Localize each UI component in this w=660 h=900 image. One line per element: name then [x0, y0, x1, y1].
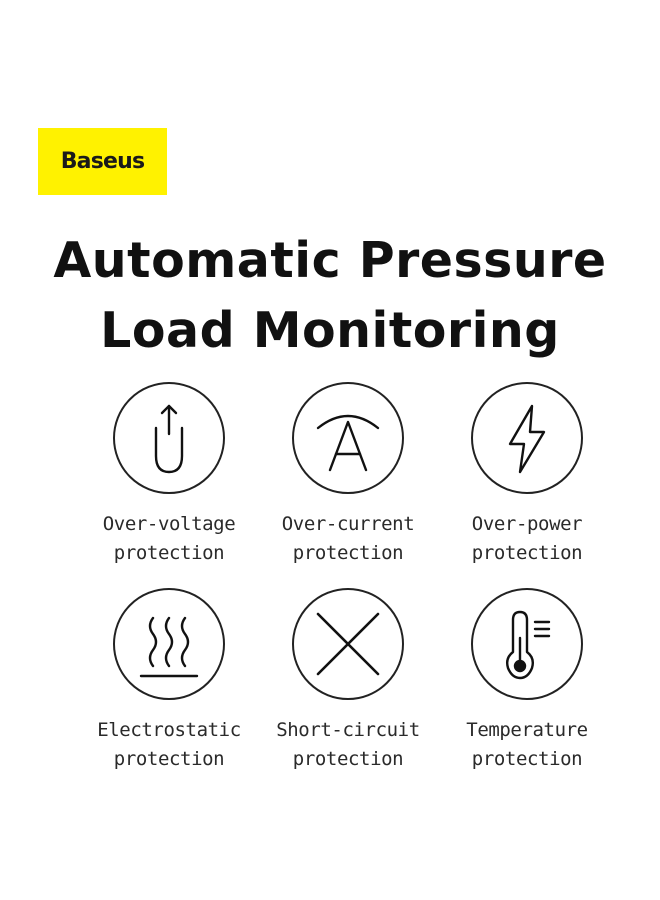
- feature-over-voltage: [69, 382, 269, 568]
- feature-caption: [69, 510, 269, 568]
- icon-circle: [471, 382, 583, 494]
- caption-line-2: protection: [113, 542, 225, 564]
- caption-line-1: Short-circuit: [276, 719, 420, 741]
- lightning-bolt-icon: [492, 398, 562, 478]
- caption-line-1: Over-voltage: [102, 513, 236, 535]
- caption-line-2: protection: [292, 748, 404, 770]
- icon-circle: [113, 588, 225, 700]
- caption-line-2: protection: [471, 542, 583, 564]
- icon-circle: [113, 382, 225, 494]
- icon-circle: [292, 382, 404, 494]
- caption-line-2: protection: [292, 542, 404, 564]
- feature-electrostatic: [69, 588, 269, 774]
- page-title: [0, 226, 660, 366]
- heat-waves-icon: [129, 604, 209, 684]
- thermometer-icon: [487, 604, 567, 684]
- hand-pointer-up-icon: [134, 398, 204, 478]
- feature-caption: [248, 510, 448, 568]
- feature-caption: [427, 716, 627, 774]
- feature-over-current: [248, 382, 448, 568]
- brand-logo: [38, 128, 167, 195]
- letter-a-arc-icon: [308, 398, 388, 478]
- feature-caption: [427, 510, 627, 568]
- feature-short-circuit: [248, 588, 448, 774]
- caption-line-1: Over-current: [281, 513, 415, 535]
- title-line-1: Automatic Pressure: [53, 232, 607, 289]
- caption-line-1: Over-power: [471, 513, 583, 535]
- feature-temperature: [427, 588, 627, 774]
- caption-line-2: protection: [471, 748, 583, 770]
- title-line-2: Load Monitoring: [100, 302, 560, 359]
- cross-x-icon: [308, 604, 388, 684]
- feature-caption: [69, 716, 269, 774]
- feature-caption: [248, 716, 448, 774]
- icon-circle: [292, 588, 404, 700]
- caption-line-2: protection: [113, 748, 225, 770]
- caption-line-1: Temperature: [466, 719, 588, 741]
- icon-circle: [471, 588, 583, 700]
- brand-logo-text: Baseus: [60, 149, 145, 174]
- feature-over-power: [427, 382, 627, 568]
- caption-line-1: Electrostatic: [97, 719, 241, 741]
